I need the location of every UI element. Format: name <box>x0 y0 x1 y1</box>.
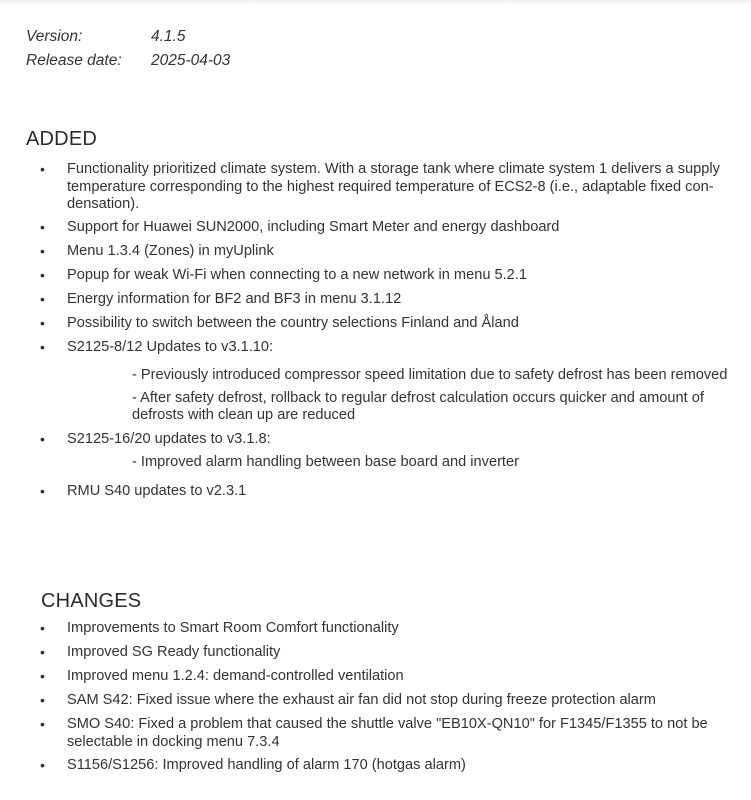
list-item <box>0 716 751 751</box>
changes-section-title: CHANGES <box>41 590 142 612</box>
release-meta <box>26 25 230 73</box>
list-item <box>0 431 751 472</box>
bullet-icon: • <box>40 161 45 177</box>
sub-item: - After safety defrost, rollback to regular defrost calculation occurs quicker and amount of defrosts with clean up are reduced <box>132 389 704 423</box>
bullet-icon: • <box>40 291 45 307</box>
bullet-icon: • <box>40 620 45 636</box>
release-date-value: 2025-04-03 <box>151 52 231 69</box>
bullet-icon: • <box>40 315 45 331</box>
release-date-label: Release date: <box>26 52 122 69</box>
list-item <box>0 644 751 662</box>
item-text: RMU S40 updates to v2.3.1 <box>67 482 247 499</box>
item-text: Functionality prioritized climate system. With a storage tank where climate system 1 delivers a supply temperature corresponding to the highest required temperature of ECS2-8 (i.e., adaptable fixed con-densation). <box>67 161 720 212</box>
item-text: Improved menu 1.2.4: demand-controlled ventilation <box>67 668 404 684</box>
item-text: Possibility to switch between the country selections Finland and Åland <box>67 315 519 331</box>
version-row <box>26 25 230 49</box>
bullet-icon: • <box>40 219 45 235</box>
item-text: Energy information for BF2 and BF3 in menu 3.1.12 <box>67 291 402 307</box>
item-text: Improvements to Smart Room Comfort functionality <box>67 620 399 636</box>
version-value: 4.1.5 <box>151 28 186 45</box>
item-text: Improved SG Ready functionality <box>67 644 281 660</box>
item-text: S2125-16/20 updates to v3.1.8: <box>67 430 271 447</box>
list-item <box>0 161 751 213</box>
bullet-icon: • <box>40 692 45 708</box>
changes-list <box>0 620 751 775</box>
release-date-row <box>26 49 230 73</box>
added-list <box>0 161 751 501</box>
version-label: Version: <box>26 28 83 45</box>
item-text: Support for Huawei SUN2000, including Smart Meter and energy dashboard <box>67 219 560 235</box>
sub-item: - Improved alarm handling between base board and inverter <box>132 454 519 470</box>
item-text: S2125-8/12 Updates to v3.1.10: <box>67 339 274 355</box>
bullet-icon: • <box>40 430 45 447</box>
bullet-icon: • <box>40 716 45 732</box>
bullet-icon: • <box>40 243 45 259</box>
bullet-icon: • <box>40 644 45 660</box>
bullet-icon: • <box>40 482 45 499</box>
list-item <box>0 692 751 710</box>
list-item <box>0 267 751 285</box>
list-item <box>0 291 751 309</box>
list-item <box>0 339 751 425</box>
list-item <box>0 315 751 333</box>
list-item <box>0 668 751 686</box>
item-text: SAM S42: Fixed issue where the exhaust air fan did not stop during freeze protection alarm <box>67 692 656 708</box>
item-text: Menu 1.3.4 (Zones) in myUplink <box>67 243 274 259</box>
item-text: SMO S40: Fixed a problem that caused the shuttle valve "EB10X-QN10" for F1345/F1355 to not be selectable in docking menu 7.3.4 <box>67 716 708 750</box>
bullet-icon: • <box>40 668 45 684</box>
bullet-icon: • <box>40 267 45 283</box>
added-section-title: ADDED <box>26 128 98 150</box>
list-item <box>0 243 751 261</box>
list-item <box>0 757 751 775</box>
item-text: Popup for weak Wi-Fi when connecting to a new network in menu 5.2.1 <box>67 267 527 283</box>
sub-item: - Previously introduced compressor speed limitation due to safety defrost has been removed <box>132 366 728 383</box>
item-text: S1156/S1256: Improved handling of alarm 170 (hotgas alarm) <box>67 757 466 773</box>
bullet-icon: • <box>40 339 45 355</box>
list-item <box>0 219 751 237</box>
list-item <box>0 483 751 501</box>
list-item <box>0 620 751 638</box>
bullet-icon: • <box>40 757 45 773</box>
top-edge-shadow <box>0 0 751 5</box>
